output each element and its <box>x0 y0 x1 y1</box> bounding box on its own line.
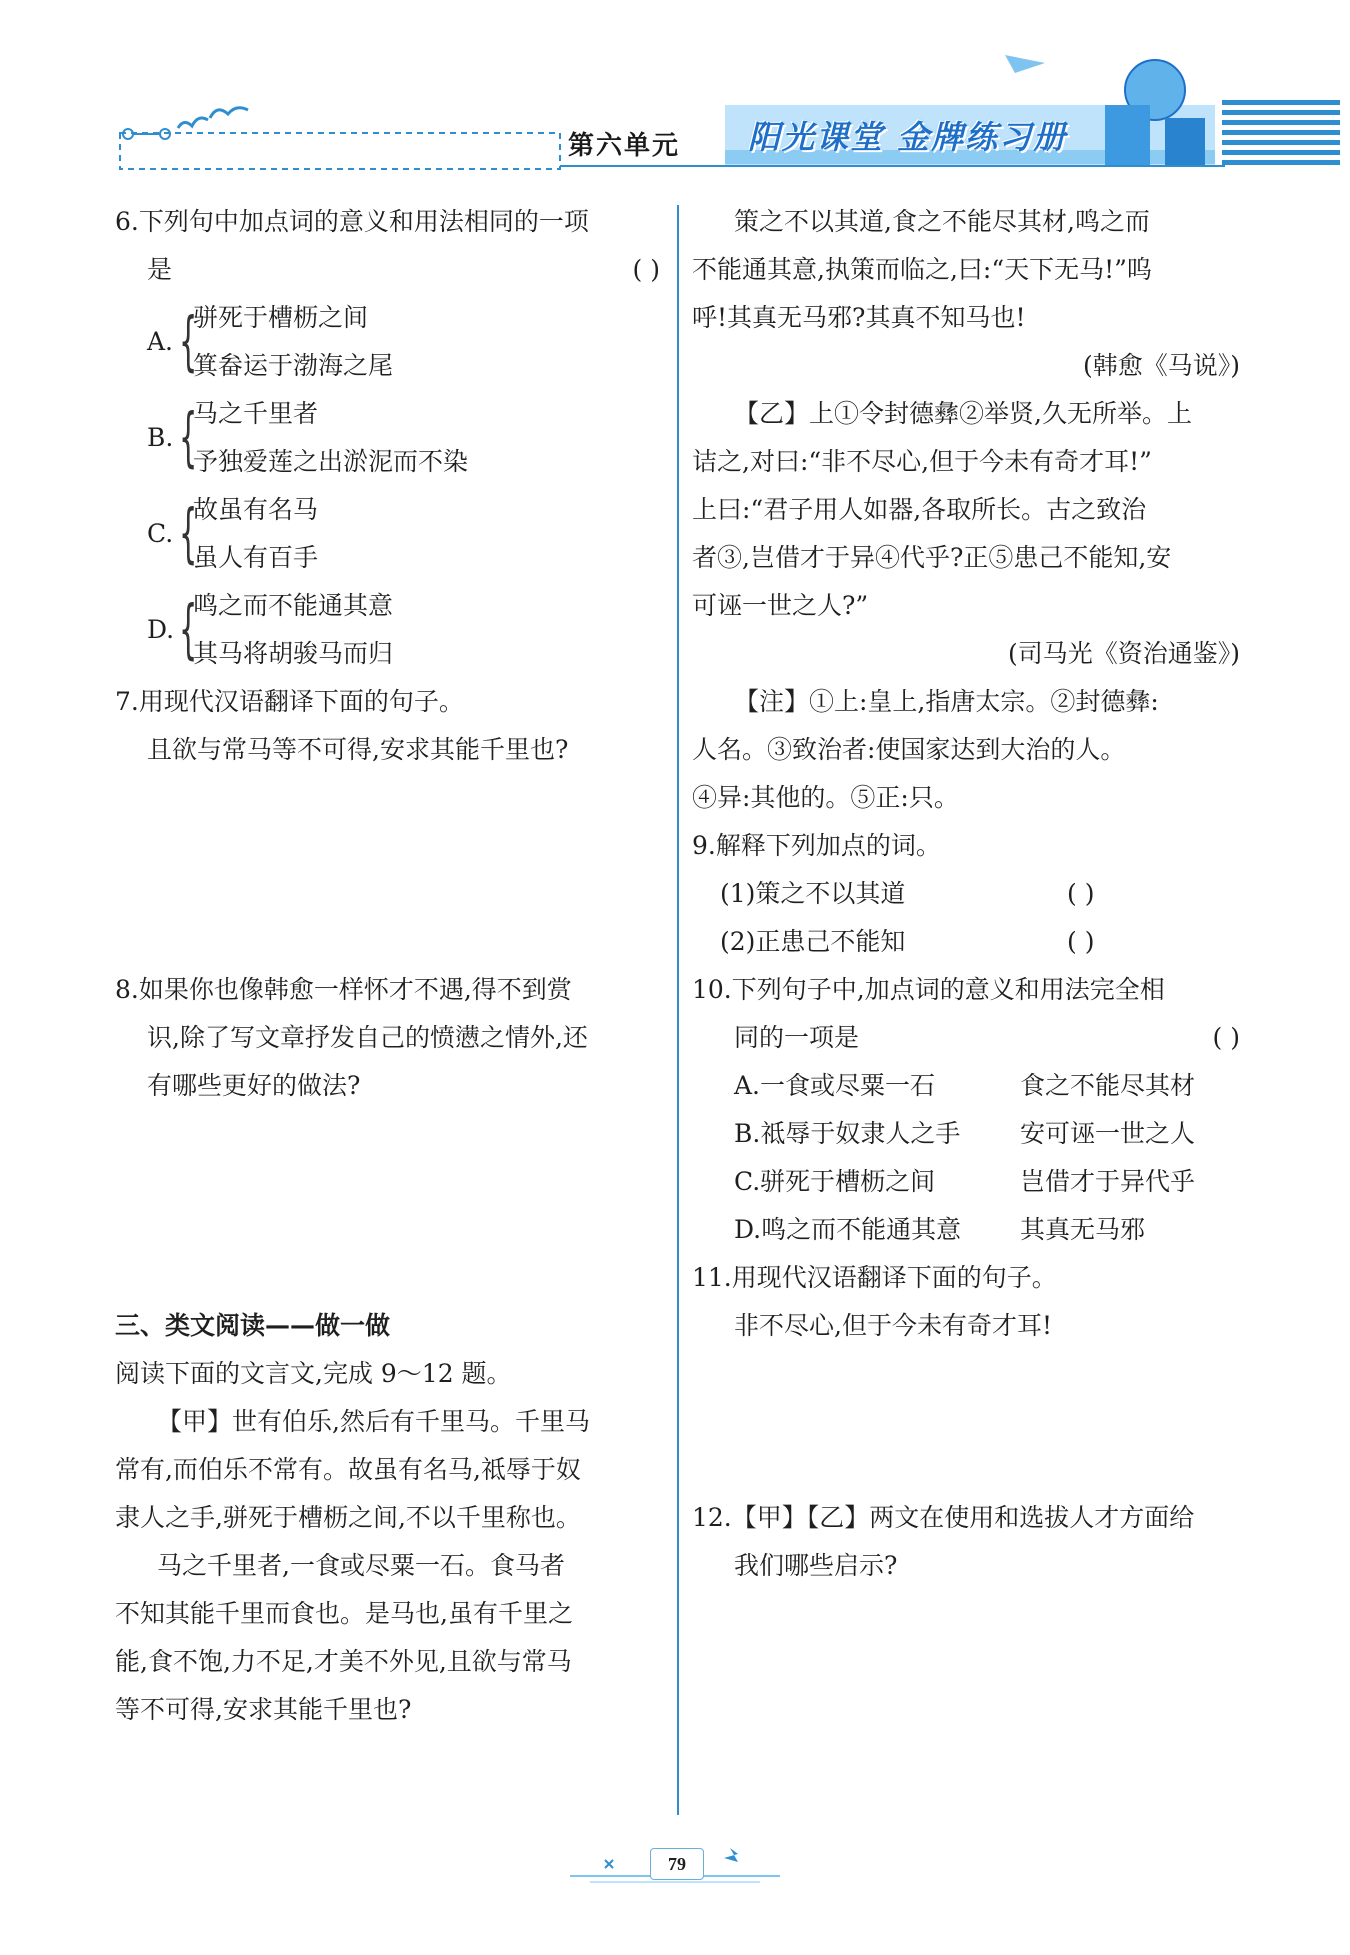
pinwheel-icon <box>724 1848 738 1862</box>
choice-a-line1: 骈死于槽枥之间 <box>193 303 369 332</box>
brace-icon: { <box>179 497 198 571</box>
choice-label: D. <box>147 615 175 644</box>
jia-p1-line2: 常有,而伯乐不常有。故虽有名马,祗辱于奴 <box>115 1455 581 1484</box>
brace-icon: { <box>179 305 198 379</box>
q9-answer-paren[interactable]: ( ) <box>1067 879 1095 908</box>
q9-answer-paren[interactable]: ( ) <box>1067 927 1095 956</box>
q7-line2: 且欲与常马等不可得,安求其能千里也? <box>147 735 569 764</box>
yi-line1: 【乙】上①令封德彝②举贤,久无所举。上 <box>734 399 1192 428</box>
jia-p2-line3: 能,食不饱,力不足,才美不外见,且欲与常马 <box>115 1647 572 1676</box>
jia-p3-line2: 不能通其意,执策而临之,曰:“天下无马!”呜 <box>692 255 1152 284</box>
q10-line1: 10.下列句子中,加点词的意义和用法完全相 <box>692 975 1165 1004</box>
q9-item-1 <box>692 870 1240 918</box>
jia-p2-line2: 不知其能千里而食也。是马也,虽有千里之 <box>115 1599 573 1628</box>
jia-p2-line1: 马之千里者,一食或尽粟一石。食马者 <box>157 1551 565 1580</box>
q6-choice-d <box>115 582 660 678</box>
star-icon <box>605 1860 613 1868</box>
jia-p2-line4: 等不可得,安求其能千里也? <box>115 1695 412 1724</box>
q6-line2-text: 是 <box>147 255 173 284</box>
q10-answer-paren[interactable]: ( ) <box>1212 1023 1240 1052</box>
choice-b-line2: 予独爱莲之出淤泥而不染 <box>193 447 469 476</box>
q12-line1: 12.【甲】【乙】两文在使用和选拔人才方面给 <box>692 1503 1195 1532</box>
choice-c-line1: 故虽有名马 <box>193 495 319 524</box>
q10-option-text: 岂借才于异代乎 <box>1020 1167 1196 1196</box>
section-heading: 三、类文阅读——做一做 <box>115 1311 391 1340</box>
brand-title: 阳光课堂 金牌练习册 <box>748 118 1068 156</box>
yi-line5: 可诬一世之人?” <box>692 591 869 620</box>
brace-icon: { <box>179 401 198 475</box>
q10-line2 <box>692 1014 1240 1062</box>
q10-option-text: 其真无马邪 <box>1020 1215 1146 1244</box>
q11-line1: 11.用现代汉语翻译下面的句子。 <box>692 1263 1057 1292</box>
left-column <box>115 198 660 1734</box>
source-citation: (韩愈《马说》) <box>1082 351 1240 380</box>
q10-option-text: 安可诬一世之人 <box>1020 1119 1196 1148</box>
column-divider <box>677 205 679 1815</box>
q8-line3: 有哪些更好的做法? <box>147 1071 361 1100</box>
paper-plane-icon <box>1005 55 1045 73</box>
notes-line1: 【注】①上:皇上,指唐太宗。②封德彝: <box>734 687 1159 716</box>
q10-option-text: B.祗辱于奴隶人之手 <box>734 1119 961 1148</box>
bird-icon <box>210 108 248 118</box>
q6-choice-b <box>115 390 660 486</box>
q8-line2: 识,除了写文章抒发自己的愤懑之情外,还 <box>147 1023 588 1052</box>
choice-d-line2: 其马将胡骏马而归 <box>193 639 394 668</box>
choice-b-line1: 马之千里者 <box>193 399 319 428</box>
q10-option-text: 食之不能尽其材 <box>1020 1071 1196 1100</box>
choice-a-line2: 箕畚运于渤海之尾 <box>193 351 394 380</box>
q7-answer-space[interactable] <box>115 774 660 966</box>
notes-line3: ④异:其他的。⑤正:只。 <box>692 783 959 812</box>
q9-item-text: (1)策之不以其道 <box>720 879 906 908</box>
yi-line4: 者③,岂借才于异④代乎?正⑤患己不能知,安 <box>692 543 1172 572</box>
q10-option-text: C.骈死于槽枥之间 <box>734 1167 936 1196</box>
notes-line2: 人名。③致治者:使国家达到大治的人。 <box>692 735 1126 764</box>
q6-line2 <box>115 246 660 294</box>
jia-p1-line1: 【甲】世有伯乐,然后有千里马。千里马 <box>157 1407 590 1436</box>
bird-icon <box>178 118 208 128</box>
brace-icon: { <box>179 593 198 667</box>
q10-option-b <box>692 1110 1240 1158</box>
page-number: 79 <box>650 1848 704 1880</box>
choice-c-line2: 虽人有百手 <box>193 543 319 572</box>
jia-p3-line1: 策之不以其道,食之不能尽其材,鸣之而 <box>734 207 1150 236</box>
q6-line1: 6.下列句中加点词的意义和用法相同的一项 <box>115 207 589 236</box>
q11-answer-space[interactable] <box>692 1350 1240 1494</box>
q8-line1: 8.如果你也像韩愈一样怀才不遇,得不到赏 <box>115 975 572 1004</box>
yi-line2: 诘之,对曰:“非不尽心,但于今未有奇才耳!” <box>692 447 1152 476</box>
jia-p3-line3: 呼!其真无马邪?其真不知马也! <box>692 303 1026 332</box>
right-column <box>692 198 1240 1830</box>
q8-answer-space[interactable] <box>115 1110 660 1302</box>
q6-answer-paren[interactable]: ( ) <box>632 255 660 284</box>
q10-line2-text: 同的一项是 <box>734 1023 860 1052</box>
q10-option-a <box>692 1062 1240 1110</box>
q6-choice-c <box>115 486 660 582</box>
q9-item-text: (2)正患己不能知 <box>720 927 906 956</box>
yi-line3: 上曰:“君子用人如器,各取所长。古之致治 <box>692 495 1147 524</box>
q12-line2: 我们哪些启示? <box>734 1551 898 1580</box>
q7-line1: 7.用现代汉语翻译下面的句子。 <box>115 687 464 716</box>
q12-answer-space[interactable] <box>692 1590 1240 1830</box>
q10-option-text: D.鸣之而不能通其意 <box>734 1215 962 1244</box>
reading-intro: 阅读下面的文言文,完成 9～12 题。 <box>115 1359 512 1388</box>
choice-label: A. <box>147 327 174 356</box>
unit-title: 第六单元 <box>568 131 681 161</box>
q10-option-text: A.一食或尽粟一石 <box>734 1071 936 1100</box>
q6-choice-a <box>115 294 660 390</box>
q10-option-d <box>692 1206 1240 1254</box>
choice-d-line1: 鸣之而不能通其意 <box>193 591 394 620</box>
source-citation: (司马光《资治通鉴》) <box>1007 639 1240 668</box>
q9-prompt: 9.解释下列加点的词。 <box>692 831 941 860</box>
choice-label: B. <box>147 423 174 452</box>
jia-p1-line3: 隶人之手,骈死于槽枥之间,不以千里称也。 <box>115 1503 581 1532</box>
q10-option-c <box>692 1158 1240 1206</box>
q11-line2: 非不尽心,但于今未有奇才耳! <box>734 1311 1052 1340</box>
q9-item-2 <box>692 918 1240 966</box>
choice-label: C. <box>147 519 174 548</box>
